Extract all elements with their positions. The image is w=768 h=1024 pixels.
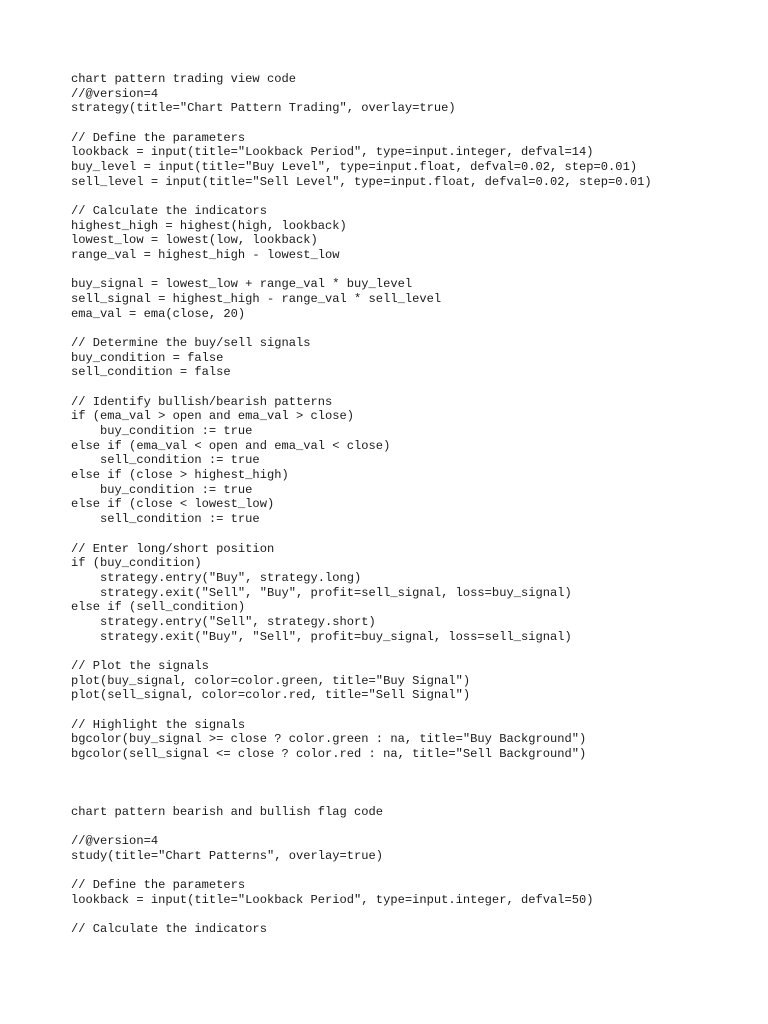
code-line — [71, 116, 652, 131]
code-line: strategy(title="Chart Pattern Trading", overlay=true) — [71, 101, 456, 116]
code-line: ema_val = ema(close, 20) — [71, 306, 246, 321]
code-line: // Enter long/short position — [71, 541, 275, 556]
code-line: // Define the parameters — [71, 878, 246, 893]
code-line: range_val = highest_high - lowest_low — [71, 248, 340, 263]
code-line: sell_condition = false — [71, 365, 231, 380]
code-line: strategy.entry("Sell", strategy.short) — [71, 614, 376, 629]
code-line: // Calculate the indicators — [71, 204, 267, 219]
code-line: // Calculate the indicators — [71, 922, 267, 937]
code-line: study(title="Chart Patterns", overlay=true) — [71, 849, 384, 864]
code-line: if (ema_val > open and ema_val > close) — [71, 409, 355, 424]
code-line: // Determine the buy/sell signals — [71, 336, 311, 351]
code-line: lookback = input(title="Lookback Period", type=input.integer, defval=50) — [71, 893, 594, 908]
code-line: highest_high = highest(high, lookback) — [71, 218, 347, 233]
code-line: else if (sell_condition) — [71, 600, 246, 615]
code-line: lookback = input(title="Lookback Period", type=input.integer, defval=14) — [71, 145, 594, 160]
code-line: strategy.entry("Buy", strategy.long) — [71, 570, 362, 585]
code-line: chart pattern trading view code — [71, 72, 296, 86]
code-line: else if (ema_val < open and ema_val < close) — [71, 438, 391, 453]
code-line — [71, 908, 594, 923]
code-line: // Identify bullish/bearish patterns — [71, 394, 333, 409]
code-line: lowest_low = lowest(low, lookback) — [71, 233, 318, 248]
code-line: else if (close < lowest_low) — [71, 497, 275, 512]
code-line: buy_condition = false — [71, 350, 224, 365]
code-line: buy_condition := true — [71, 482, 253, 497]
code-line: bgcolor(sell_signal <= close ? color.red : na, title="Sell Background") — [71, 746, 587, 761]
code-line: plot(buy_signal, color=color.green, title="Buy Signal") — [71, 673, 471, 688]
code-line: buy_level = input(title="Buy Level", type=input.float, defval=0.02, step=0.01) — [71, 160, 638, 175]
code-section-flag-patterns — [71, 805, 594, 937]
code-line — [71, 263, 652, 278]
code-line: bgcolor(buy_signal >= close ? color.green : na, title="Buy Background") — [71, 732, 587, 747]
code-line — [71, 321, 652, 336]
code-line — [71, 703, 652, 718]
code-line — [71, 380, 652, 395]
code-line: buy_condition := true — [71, 424, 253, 439]
code-line: chart pattern bearish and bullish flag code — [71, 805, 384, 819]
code-line: // Highlight the signals — [71, 717, 246, 732]
code-line: strategy.exit("Buy", "Sell", profit=buy_signal, loss=sell_signal) — [71, 629, 572, 644]
code-line — [71, 864, 594, 879]
code-line — [71, 189, 652, 204]
code-line: // Plot the signals — [71, 658, 209, 673]
code-line: //@version=4 — [71, 834, 159, 849]
code-line — [71, 644, 652, 659]
code-line: strategy.exit("Sell", "Buy", profit=sell_signal, loss=buy_signal) — [71, 585, 572, 600]
code-line: plot(sell_signal, color=color.red, title="Sell Signal") — [71, 688, 471, 703]
code-line: if (buy_condition) — [71, 556, 202, 571]
code-line: else if (close > highest_high) — [71, 468, 289, 483]
code-line: sell_condition := true — [71, 512, 260, 527]
code-section-trading-strategy — [71, 72, 652, 762]
code-line: sell_signal = highest_high - range_val * sell_level — [71, 292, 442, 307]
code-line: sell_level = input(title="Sell Level", type=input.float, defval=0.02, step=0.01) — [71, 174, 652, 189]
code-line: //@version=4 — [71, 86, 159, 101]
code-line: buy_signal = lowest_low + range_val * buy_level — [71, 277, 413, 292]
code-line — [71, 527, 652, 542]
code-line — [71, 820, 594, 835]
code-line: // Define the parameters — [71, 130, 246, 145]
code-line: sell_condition := true — [71, 453, 260, 468]
